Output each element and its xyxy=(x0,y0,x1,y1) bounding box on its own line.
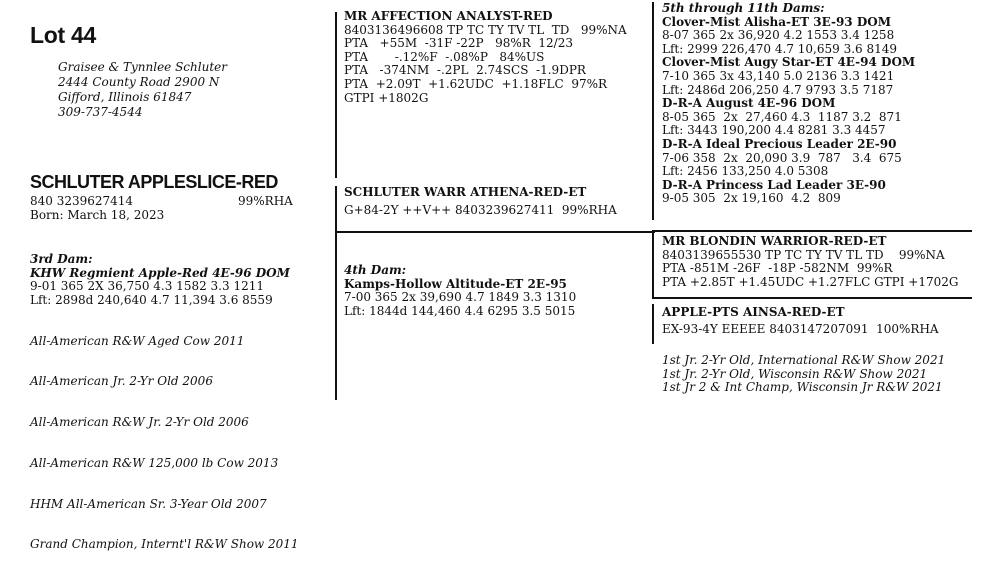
breeder-info xyxy=(58,60,227,120)
fourth-dam-record: Lft: 1844d 144,460 4.4 6295 3.5 5015 xyxy=(344,303,576,318)
dam-bracket-line xyxy=(335,186,337,400)
sire-block xyxy=(344,10,627,105)
mgs-bracket-line xyxy=(652,230,654,298)
award-item: 1st Jr. 2-Yr Old, International R&W Show 2021 xyxy=(662,353,946,367)
fourth-dam-heading: 4th Dam: xyxy=(344,263,407,277)
later-dam-record: Lft: 3443 190,200 4.4 8281 3.3 4457 xyxy=(662,123,886,138)
fourth-dam-block xyxy=(344,264,576,318)
later-dam-record: 7-10 365 3x 43,140 5.0 2136 3.3 1421 xyxy=(662,68,895,83)
sire-line: 8403136496608 TP TC TY TV TL TD 99%NA xyxy=(344,22,627,37)
breeder-city: Gifford, Illinois 61847 xyxy=(58,90,192,104)
award-item: HHM All-American Sr. 3-Year Old 2007 xyxy=(30,496,267,511)
mgs-block xyxy=(662,235,958,289)
later-dam-name: Clover-Mist Alisha-ET 3E-93 DOM xyxy=(662,14,891,29)
breeder-name: Graisee & Tynnlee Schluter xyxy=(58,60,227,74)
sire-line: PTA +2.09T +1.62UDC +1.18FLC 97%R xyxy=(344,76,608,91)
later-dam-record: 8-07 365 2x 36,920 4.2 1553 3.4 1258 xyxy=(662,28,895,43)
third-dam-block xyxy=(30,253,299,579)
award-item: All-American R&W 125,000 lb Cow 2013 xyxy=(30,455,279,470)
sire-line: PTA +55M -31F -22P 98%R 12/23 xyxy=(344,36,573,51)
mgd-line: EX-93-4Y EEEEE 8403147207091 100%RHA xyxy=(662,321,939,336)
later-dams-heading: 5th through 11th Dams: xyxy=(662,1,825,15)
animal-reg-number: 840 3239627414 xyxy=(30,194,134,208)
later-dam-record: 9-05 305 2x 19,160 4.2 809 xyxy=(662,191,841,206)
later-dam-record: Lft: 2456 133,250 4.0 5308 xyxy=(662,164,829,179)
dam-name: SCHLUTER WARR ATHENA-RED-ET xyxy=(344,185,587,199)
sire-line: PTA -374NM -.2PL 2.74SCS -1.9DPR xyxy=(344,63,586,78)
award-item: All-American R&W Aged Cow 2011 xyxy=(30,333,245,348)
mgs-line: PTA +2.85T +1.45UDC +1.27FLC GTPI +1702G xyxy=(662,274,959,289)
dam-line: G+84-2Y ++V++ 8403239627411 99%RHA xyxy=(344,202,617,217)
third-dam-record: 9-01 365 2X 36,750 4.3 1582 3.3 1211 xyxy=(30,279,264,294)
third-dam-record: Lft: 2898d 240,640 4.7 11,394 3.6 8559 xyxy=(30,292,273,307)
award-item: 1st Jr. 2-Yr Old, Wisconsin R&W Show 2021 xyxy=(662,366,928,381)
sire-name: MR AFFECTION ANALYST-RED xyxy=(344,9,553,23)
dam-block xyxy=(344,186,617,217)
third-dam-awards xyxy=(30,307,299,579)
animal-registration xyxy=(30,194,293,222)
mgd-awards xyxy=(662,354,945,395)
later-dams-block xyxy=(662,2,915,206)
later-dam-record: 7-06 358 2x 20,090 3.9 787 3.4 675 xyxy=(662,150,902,165)
mgs-underline xyxy=(652,297,972,299)
award-item: 1st Jr 2 & Int Champ, Wisconsin Jr R&W 2021 xyxy=(662,380,943,395)
animal-name: SCHLUTER APPLESLICE-RED xyxy=(30,172,278,192)
mgd-bracket-line xyxy=(652,304,654,344)
later-dams-bracket-line xyxy=(652,2,654,220)
award-item: Grand Champion, Internt'l R&W Show 2011 xyxy=(30,537,299,552)
fourth-dam-name: Kamps-Hollow Altitude-ET 2E-95 xyxy=(344,276,567,291)
dam-underline xyxy=(335,231,655,233)
mgd-name: APPLE-PTS AINSA-RED-ET xyxy=(662,305,845,319)
third-dam-heading: 3rd Dam: xyxy=(30,252,93,266)
animal-born: Born: March 18, 2023 xyxy=(30,208,165,222)
later-dam-name: Clover-Mist Augy Star-ET 4E-94 DOM xyxy=(662,55,916,70)
mgs-line: 8403139655530 TP TC TY TV TL TD 99%NA xyxy=(662,247,945,262)
later-dam-name: D-R-A August 4E-96 DOM xyxy=(662,96,836,111)
breeder-address: 2444 County Road 2900 N xyxy=(58,75,220,89)
mgd-block xyxy=(662,306,939,336)
mgs-name: MR BLONDIN WARRIOR-RED-ET xyxy=(662,234,887,248)
later-dam-record: 8-05 365 2x 27,460 4.3 1187 3.2 871 xyxy=(662,109,902,124)
sire-line: PTA -.12%F -.08%P 84%US xyxy=(344,49,545,64)
later-dam-record: Lft: 2999 226,470 4.7 10,659 3.6 8149 xyxy=(662,41,898,56)
third-dam-name: KHW Regmient Apple-Red 4E-96 DOM xyxy=(30,265,290,280)
mgs-line: PTA -851M -26F -18P -582NM 99%R xyxy=(662,261,893,276)
mgs-topline xyxy=(652,230,972,232)
breeder-phone: 309-737-4544 xyxy=(58,105,143,119)
award-item: All-American R&W Jr. 2-Yr Old 2006 xyxy=(30,415,249,430)
award-item: All-American Jr. 2-Yr Old 2006 xyxy=(30,374,213,389)
fourth-dam-record: 7-00 365 2x 39,690 4.7 1849 3.3 1310 xyxy=(344,290,577,305)
animal-rha: 99%RHA xyxy=(238,194,293,208)
later-dam-name: D-R-A Princess Lad Leader 3E-90 xyxy=(662,177,886,192)
lot-title: Lot 44 xyxy=(30,22,96,48)
sire-line: GTPI +1802G xyxy=(344,90,429,105)
sire-bracket-line xyxy=(335,12,337,178)
later-dam-name: D-R-A Ideal Precious Leader 2E-90 xyxy=(662,136,897,151)
later-dam-record: Lft: 2486d 206,250 4.7 9793 3.5 7187 xyxy=(662,82,894,97)
